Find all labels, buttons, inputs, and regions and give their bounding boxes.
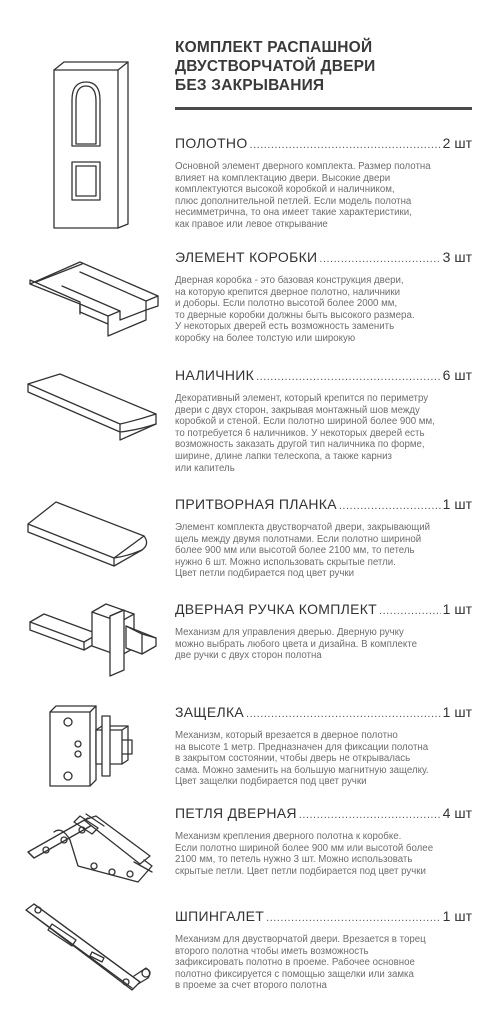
description-line: Основной элемент дверного комплекта. Размер полотна — [175, 161, 431, 172]
description-line: то потребуется 6 наличников. У некоторых дверей есть — [175, 427, 425, 439]
description-line: Механизм для двустворчатой двери. Врезается в торец — [175, 934, 426, 945]
description-line: Декоративный элемент, который крепится по периметру — [175, 393, 429, 404]
door-frame-profile-icon — [22, 258, 162, 338]
description-line: в проеме за счет второго полотна — [175, 980, 327, 992]
item-quantity: 1 шт — [442, 601, 472, 617]
item-quantity: 1 шт — [442, 908, 472, 924]
item-name: ЗАЩЕЛКА — [175, 704, 245, 720]
description-line: в закрытом состоянии, чтобы дверь не открывалась — [175, 753, 411, 765]
description-line: Дверная коробка - это базовая конструкция двери, — [175, 275, 404, 286]
item-heading — [175, 135, 472, 153]
item-name: ПЕТЛЯ ДВЕРНАЯ — [175, 805, 297, 821]
item-flush-bolt — [175, 908, 472, 992]
description-line: нужно 6 шт. Можно использовать скрытые петли. — [175, 556, 396, 568]
item-quantity: 1 шт — [442, 704, 472, 720]
page-title — [175, 38, 475, 95]
description-line: как правое или левое открывание — [175, 218, 328, 230]
item-quantity: 6 шт — [442, 367, 472, 383]
item-description — [175, 934, 472, 992]
leader-dots — [339, 498, 441, 514]
title-line: ДВУСТВОРЧАТОЙ ДВЕРИ — [175, 58, 376, 75]
description-line: или капитель — [175, 462, 235, 474]
item-door-frame — [175, 249, 472, 345]
description-line: двери с двух сторон, закрывая монтажный шов между — [175, 404, 420, 416]
item-heading — [175, 249, 472, 267]
description-line: более 900 мм или высотой более 2100 мм, то петель — [175, 545, 415, 557]
item-quantity: 2 шт — [442, 135, 472, 151]
leader-dots — [299, 807, 441, 823]
item-quantity: 4 шт — [442, 805, 472, 821]
item-name: ДВЕРНАЯ РУЧКА КОМПЛЕКТ — [175, 601, 378, 617]
description-line: на которую крепится дверное полотно, наличники — [175, 286, 400, 298]
description-line: сама. Можно заменить на большую магнитную защелку. — [175, 764, 429, 776]
description-line: Если полотно шириной более 900 мм или высотой более — [175, 842, 434, 854]
item-name: НАЛИЧНИК — [175, 367, 255, 383]
astragal-strip-icon — [22, 492, 152, 572]
title-line: КОМПЛЕКТ РАСПАШНОЙ — [175, 39, 373, 56]
item-description — [175, 831, 472, 877]
description-line: возможность заказать другой тип наличника по форме, — [175, 439, 425, 451]
description-line: Цвет петли подбирается под цвет ручки — [175, 568, 355, 580]
description-line: комплектуются высокой коробкой и наличником, — [175, 184, 395, 196]
door-hinge-icon — [24, 806, 159, 888]
item-quantity: 3 шт — [442, 249, 472, 265]
door-latch-icon — [46, 700, 136, 792]
description-line: зафиксировать полотно в проеме. Рабочее основное — [175, 957, 415, 969]
description-line: коробку на более толстую или широкую — [175, 332, 356, 344]
leader-dots — [246, 706, 441, 722]
item-heading — [175, 805, 472, 823]
item-heading — [175, 704, 472, 722]
description-line: щель между двумя полотнами. Если полотно шириной — [175, 533, 422, 545]
item-astragal — [175, 496, 472, 580]
description-line: Элемент комплекта двустворчатой двери, закрывающий — [175, 522, 431, 533]
item-name: ПРИТВОРНАЯ ПЛАНКА — [175, 496, 337, 512]
item-door-handle — [175, 601, 472, 662]
description-line: коробкой и стеной. Если полотно шириной более 900 мм, — [175, 416, 435, 428]
description-line: У некоторых дверей есть возможность заменить — [175, 321, 395, 333]
description-line: то дверные коробки должны быть высокого размера. — [175, 309, 415, 321]
description-line: и доборы. Если полотно высотой более 2000 мм, — [175, 298, 398, 310]
casing-trim-icon — [20, 370, 160, 450]
description-line: скрытые петли. Цвет петли подбирается под цвет ручки — [175, 865, 426, 877]
description-line: можно выбрать любого цвета и дизайна. В комплекте — [175, 638, 417, 650]
description-line: плюс дополнительной петлей. Если модель полотна — [175, 195, 412, 207]
title-line: БЕЗ ЗАКРЫВАНИЯ — [175, 77, 325, 94]
item-name: ПОЛОТНО — [175, 135, 248, 151]
item-description — [175, 161, 472, 231]
title-divider — [175, 107, 472, 110]
item-heading — [175, 601, 472, 619]
description-line: несимметрична, то она имеет такие характеристики, — [175, 207, 412, 219]
item-description — [175, 730, 472, 788]
flush-bolt-icon — [22, 898, 157, 998]
leader-dots — [266, 910, 441, 926]
door-handle-icon — [26, 600, 161, 680]
description-line: 2100 мм, то петель нужно 3 шт. Можно использовать — [175, 854, 413, 866]
description-line: Механизм крепления дверного полотна к коробке. — [175, 831, 402, 842]
item-heading — [175, 367, 472, 385]
item-latch — [175, 704, 472, 788]
leader-dots — [256, 369, 441, 385]
leader-dots — [319, 251, 440, 267]
item-hinge — [175, 805, 472, 877]
item-casing — [175, 367, 472, 474]
item-description — [175, 393, 472, 474]
description-line: Цвет защелки подбирается под цвет ручки — [175, 776, 367, 788]
item-description — [175, 275, 472, 345]
description-line: на высоте 1 метр. Предназначен для фиксации полотна — [175, 741, 429, 753]
item-description — [175, 627, 472, 662]
description-line: второго полотна чтобы иметь возможность — [175, 945, 369, 957]
item-heading — [175, 496, 472, 514]
item-door-leaf — [175, 135, 472, 231]
description-line: ширине, длине лапки телескопа, а также карниз — [175, 450, 392, 462]
item-quantity: 1 шт — [442, 496, 472, 512]
description-line: Механизм для управления дверью. Дверную ручку — [175, 627, 404, 638]
description-line: полотно фиксируется с помощью защелки или замка — [175, 968, 414, 980]
leader-dots — [250, 137, 441, 153]
description-line: Механизм, который врезается в дверное полотно — [175, 730, 398, 741]
item-name: ШПИНГАЛЕТ — [175, 908, 265, 924]
item-heading — [175, 908, 472, 926]
leader-dots — [379, 603, 441, 619]
item-description — [175, 522, 472, 580]
item-name: ЭЛЕМЕНТ КОРОБКИ — [175, 249, 318, 265]
description-line: влияет на комплектацию двери. Высокие двери — [175, 172, 391, 184]
description-line: две ручки с двух сторон полотна — [175, 650, 322, 662]
door-leaf-icon — [50, 58, 132, 230]
